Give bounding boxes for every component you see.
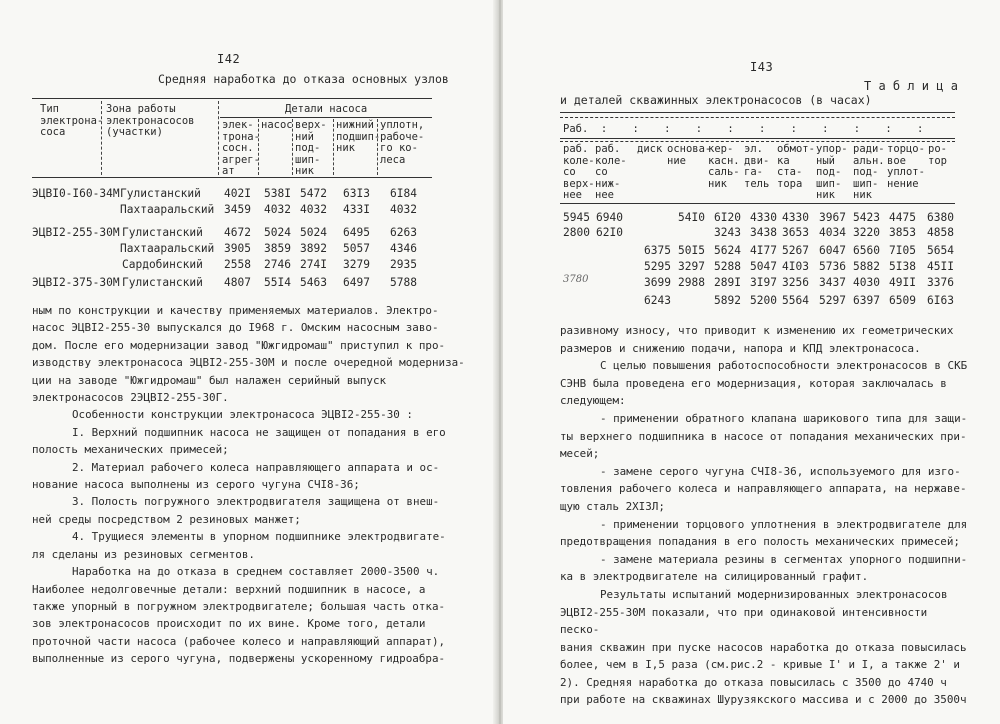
table-cell: 6375 (644, 244, 671, 257)
table-label: Т а б л и ц а (864, 79, 958, 93)
handwritten-note: 3780 (563, 274, 589, 285)
table-row (503, 260, 1000, 274)
table-cell: Гулистанский (122, 276, 203, 289)
table-cell: 5024 (264, 226, 291, 239)
table-cell: 50I5 (678, 244, 705, 257)
table-cell: 4I03 (782, 260, 809, 273)
col-header: ради- альн. под- шип- ник (853, 143, 885, 201)
sub-header-pump: насос (261, 119, 293, 131)
table-cell: 2746 (264, 258, 291, 271)
table-cell: 3653 (782, 226, 809, 239)
table-cell: 4032 (300, 203, 327, 216)
col-header: ро- тор (928, 143, 947, 167)
table-cell: 6560 (853, 244, 880, 257)
table-cell: 3297 (678, 260, 705, 273)
table-cell: 5423 (853, 211, 880, 224)
table-cell: 4032 (390, 203, 417, 216)
col-header: торцо- вое уплот- нение (887, 143, 925, 190)
table-cell: 4030 (853, 276, 880, 289)
table-cell: 289I (714, 276, 741, 289)
table-cell: 3699 (644, 276, 671, 289)
table-cell: 5057 (343, 242, 370, 255)
table-cell: 4858 (927, 226, 954, 239)
table-cell: 3438 (750, 226, 777, 239)
table-cell: 5288 (714, 260, 741, 273)
table-row (503, 294, 1000, 308)
sub-header-unit: элек- трона- сосн. агрег- ат (222, 119, 260, 177)
table-cell: 2800 (563, 226, 590, 239)
table-cell: 6940 (596, 211, 623, 224)
table-cell: 6509 (889, 294, 916, 307)
table-cell: 5047 (750, 260, 777, 273)
table-cell: ЭЦВI2-375-30М (32, 276, 120, 289)
table-cell: 3859 (264, 242, 291, 255)
table-rule-top (32, 98, 432, 99)
left-body-text: ным по конструкции и качеству применяемых материалов. Электро- насос ЭЦВI2-255-30 выпускался до I968 г. Омским насосным заво- дом. После его модернизации завод "Южгидромаш" приступил к про- изводству электронасоса ЭЦВI2-255-30М и после очередной модерниза- ции на заводе "Южгидромаш" был налажен серийный выпуск электронасосов 2ЭЦВI2-255-30Г. Особенности конструкции электронасоса ЭЦВI2-255-30 : I. Верхний подшипник насоса не защищен от попадания в его полость механических примесей; 2. Материал рабочего колеса направляющего аппарата и ос- нование насоса выполнены из серого чугуна СЧI8-36; 3. Полость погружного электродвигателя защищена от внеш- ней среды посредством 2 резиновых манжет; 4. Трущиеся элементы в упорном подшипнике электродвигате- ля сделаны из резиновых сегментов. Наработка на до отказа в среднем составляет 2000-3500 ч. Наиболее недолговечные детали: верхний подшипник в насосе, а также упорный в погружном электродвигателе; большая часть отка- зов электронасосов происходит по их вине. Кроме того, детали проточной части насоса (рабочее колесо и направляющий аппарат), выполненные из серого чугуна, подвержены ускоренному гидроабра- (32, 304, 465, 666)
table-cell: 6I84 (390, 187, 417, 200)
table-cell: 6380 (927, 211, 954, 224)
table-cell: 4I77 (750, 244, 777, 257)
table-cell: 5624 (714, 244, 741, 257)
table-cell: 3459 (224, 203, 251, 216)
table-cell: 54I0 (678, 211, 705, 224)
sub-header-upper-bearing: верх- ний под- шип- ник (295, 119, 327, 177)
table-cell: 5892 (714, 294, 741, 307)
table-cell: Гулистанский (120, 187, 201, 200)
col-header: упор- ный под- шип- ник (816, 143, 848, 201)
table-row (0, 203, 497, 217)
table-row (0, 242, 497, 256)
table-cell: 274I (300, 258, 327, 271)
table-cell: 5267 (782, 244, 809, 257)
table-cell: 433I (343, 203, 370, 216)
table-cell: 3892 (300, 242, 327, 255)
table-row (503, 244, 1000, 258)
table-cell: 5295 (644, 260, 671, 273)
table-cell: Сардобинский (122, 258, 203, 271)
col-header: раб. коле- со верх- нее (563, 143, 595, 201)
table-cell: 5297 (819, 294, 846, 307)
table-cell: 4034 (819, 226, 846, 239)
table-cell: 6I20 (714, 211, 741, 224)
table-cell: 3256 (782, 276, 809, 289)
table-row (503, 226, 1000, 240)
table-cell: 5472 (300, 187, 327, 200)
table-cell: ЭЦВI0-I60-34М (32, 187, 120, 200)
col-header: обмот- ка ста- тора (777, 143, 815, 190)
table-cell: 5024 (300, 226, 327, 239)
table-cell: 402I (224, 187, 251, 200)
table-caption: и деталей скважинных электронасосов (в часах) (560, 93, 872, 107)
table-cell: 7I05 (889, 244, 916, 257)
table-cell: 6495 (343, 226, 370, 239)
table-cell: 5736 (819, 260, 846, 273)
table-cell: 3967 (819, 211, 846, 224)
table-cell: 6047 (819, 244, 846, 257)
table-cell: 5463 (300, 276, 327, 289)
table-cell: Гулистанский (122, 226, 203, 239)
table-cell: 6263 (390, 226, 417, 239)
table-cell: 63I3 (343, 187, 370, 200)
table-cell: 5654 (927, 244, 954, 257)
table-cell: 538I (264, 187, 291, 200)
table-cell: 6397 (853, 294, 880, 307)
table-cell: 6243 (644, 294, 671, 307)
right-body-text: разивному износу, что приводит к изменению их геометрических размеров и снижению подачи, напора и КПД электронасоса. С целью повышения работоспособности электронасосов в СКБ СЭНВ была проведена его модернизация, которая заключалась в следующем: - применении обратного клапана шарикового типа для защи- ты верхнего подшипника в насосе от попадания механических при- месей; - замене серого чугуна СЧI8-36, используемого для изго- товления рабочего колеса и направляющего аппарата, на нержаве- щую сталь 2ХI3Л; - применении торцового уплотнения в электродвигателе для предотвращения попадания в его полость механических примесей; - замене материала резины в сегментах упорного подшипни- ка в электродвигателе на силицированный графит. Результаты испытаний модернизированных электронасосов ЭЦВI2-255-30М показали, что при одинаковой интенсивности песко- вания скважин при пуске насосов наработка до отказа повысилась более, чем в I,5 раза (см.рис.2 - кривые I' и I, а также 2' и 2). Средняя наработка до отказа повысилась с 3500 до 4740 ч при работе на скважинах Шурузякского массива и с 2000 до 3500ч (560, 324, 968, 707)
table-cell: 3905 (224, 242, 251, 255)
col-header: основа- ние (667, 143, 712, 167)
table-cell: 49II (889, 276, 916, 289)
table-cell: 5564 (782, 294, 809, 307)
table-cell: Пахтааральский (120, 203, 215, 216)
table-cell: 3I97 (750, 276, 777, 289)
table-row (503, 211, 1000, 225)
table-row (0, 187, 497, 201)
page-number: I43 (750, 60, 774, 74)
table-row (0, 276, 497, 290)
table-cell: 2558 (224, 258, 251, 271)
table-cell: 4330 (750, 211, 777, 224)
table-cell: 6I63 (927, 294, 954, 307)
table-cell: 4672 (224, 226, 251, 239)
table-cell: 4475 (889, 211, 916, 224)
col-header: эл. дви- га- тель (744, 143, 770, 190)
table-cell: 4346 (390, 242, 417, 255)
page-number: I42 (217, 52, 241, 66)
table-cell: 3376 (927, 276, 954, 289)
group-header-pump-parts: Детали насоса (285, 103, 368, 115)
table-cell: 62I0 (596, 226, 623, 239)
table-cell: Пахтааральский (120, 242, 215, 255)
table-cell: 4032 (264, 203, 291, 216)
table-rule-header (32, 177, 432, 178)
table-caption: Средняя наработка до отказа основных узлов (158, 72, 449, 86)
col-header: раб. коле- со ниж- нее (595, 143, 627, 201)
table-row (0, 226, 497, 240)
table-cell: 3243 (714, 226, 741, 239)
table-cell: 3853 (889, 226, 916, 239)
table-cell: 5200 (750, 294, 777, 307)
header-row-top: Раб. : : : : : : : : : : : (563, 123, 924, 135)
table-cell: 6497 (343, 276, 370, 289)
col-header-type: Тип электрона- соса (40, 103, 104, 138)
col-header: диск (637, 143, 663, 155)
table-cell: 4330 (782, 211, 809, 224)
table-cell: 5945 (563, 211, 590, 224)
table-cell: 2988 (678, 276, 705, 289)
table-cell: 3279 (343, 258, 370, 271)
table-cell: 3437 (819, 276, 846, 289)
left-page (0, 0, 497, 724)
table-cell: 5788 (390, 276, 417, 289)
table-cell: ЭЦВI2-255-30М (32, 226, 120, 239)
table-cell: 5I38 (889, 260, 916, 273)
table-cell: 55I4 (264, 276, 291, 289)
table-cell: 45II (927, 260, 954, 273)
table-cell: 5882 (853, 260, 880, 273)
sub-header-lower-bearing: нижний подшип- ник (336, 119, 381, 154)
table-cell: 2935 (390, 258, 417, 271)
table-cell: 3220 (853, 226, 880, 239)
table-row (0, 258, 497, 272)
sub-header-seal: уплотн, рабоче- го ко- леса (380, 119, 425, 166)
table-cell: 4807 (224, 276, 251, 289)
col-header-zone: Зона работы электронасосов (участки) (106, 103, 195, 138)
col-header: кер- касн. саль- ник (708, 143, 740, 190)
